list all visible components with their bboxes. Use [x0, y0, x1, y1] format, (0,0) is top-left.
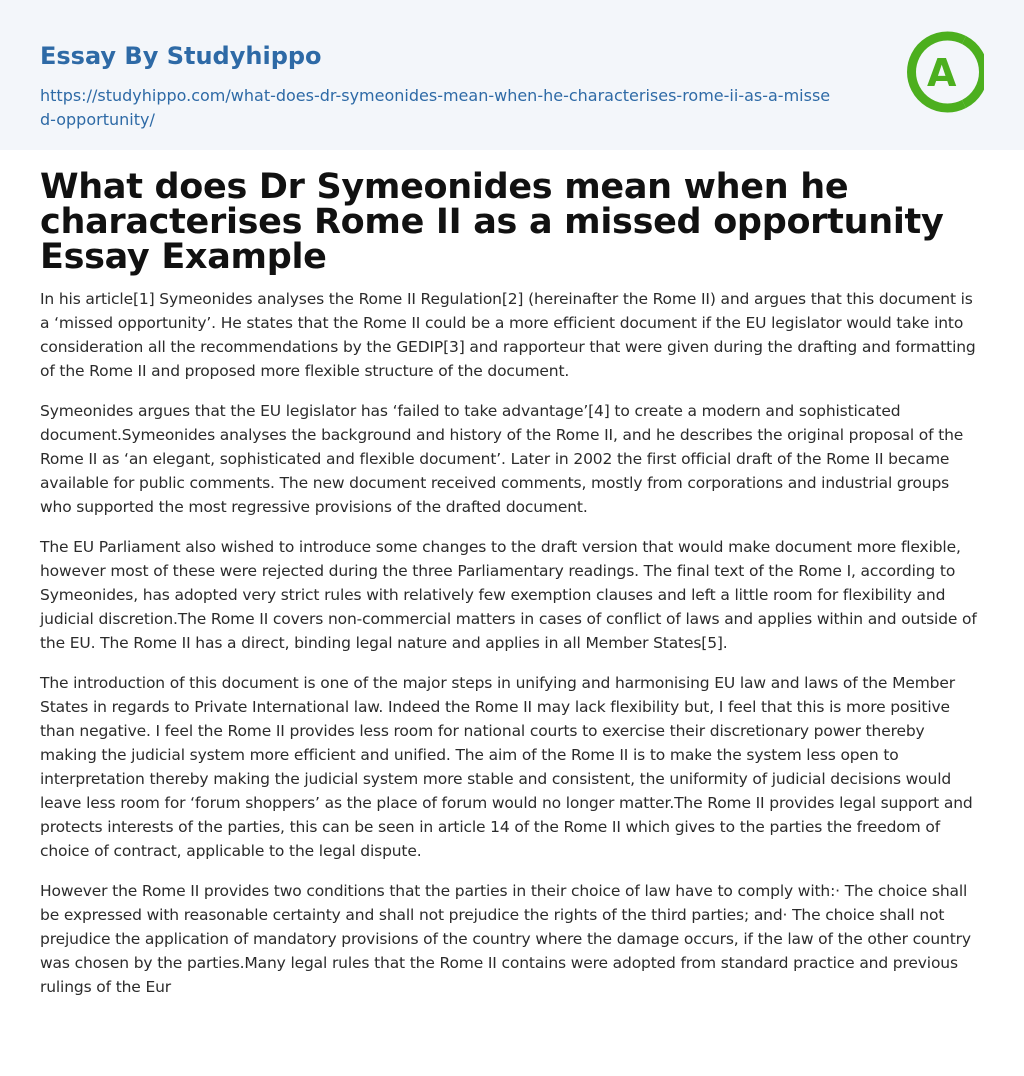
- article-paragraph-5: However the Rome II provides two conditions that the parties in their choice of law have to comply with:· The choice shall be expressed with reasonable certainty and shall not prejudice the rights of the third parties; and· The choice shall not prejudice the application of mandatory provisions of the country where the damage occurs, if the law of the other country was chosen by the parties.Many legal rules that the Rome II contains were adopted from standard practice and previous rulings of the Eur: [40, 882, 971, 996]
- article-paragraph-2: Symeonides argues that the EU legislator has ‘failed to take advantage’[4] to create a modern and sophisticated document.Symeonides analyses the background and history of the Rome II, and he describes the original proposal of the Rome II as ‘an elegant, sophisticated and flexible document’. Later in 2002 the first official draft of the Rome II became available for public comments. The new document received comments, mostly from corporations and industrial groups who supported the most regressive provisions of the drafted document.: [40, 402, 964, 516]
- article-paragraph-3: The EU Parliament also wished to introduce some changes to the draft version that would make document more flexible, however most of these were rejected during the three Parliamentary readings. The final text of the Rome I, according to Symeonides, has adopted very strict rules with relatively few exemption clauses and left a little room for flexibility and judicial discretion.The Rome II covers non-commercial matters in cases of conflict of laws and applies within and outside of the EU. The Rome II has a direct, binding legal nature and applies in all Member States[5].: [40, 538, 977, 652]
- article-body: [0, 150, 1024, 999]
- article-paragraph-4: The introduction of this document is one of the major steps in unifying and harmonising EU law and laws of the Member States in regards to Private International law. Indeed the Rome II may lack flexibility but, I feel that this is more positive than negative. I feel the Rome II provides less room for national courts to exercise their discretionary power thereby making the judicial system more efficient and unified. The aim of the Rome II is to make the system less open to interpretation thereby making the judicial system more stable and consistent, the uniformity of judicial decisions would leave less room for ‘forum shoppers’ as the place of forum would no longer matter.The Rome II provides legal support and protects interests of the parties, this can be seen in article 14 of the Rome II which gives to the parties the freedom of choice of contract, applicable to the legal dispute.: [40, 674, 973, 860]
- article-paragraph-1: In his article[1] Symeonides analyses the Rome II Regulation[2] (hereinafter the Rome II) and argues that this document is a ‘missed opportunity’. He states that the Rome II could be a more efficient document if the EU legislator would take into consideration all the recommendations by the GEDIP[3] and rapporteur that were given during the drafting and formatting of the Rome II and proposed more flexible structure of the document.: [40, 290, 976, 380]
- logo-letter: A: [927, 51, 957, 95]
- studyhippo-logo-icon[interactable]: [900, 30, 984, 114]
- article-title: What does Dr Symeonides mean when he characterises Rome II as a missed opportunity Essay Example: [40, 167, 944, 277]
- site-header: [0, 0, 1024, 150]
- brand-title[interactable]: Essay By Studyhippo: [40, 42, 322, 70]
- source-url-link[interactable]: https://studyhippo.com/what-does-dr-symeonides-mean-when-he-characterises-rome-ii-as-a-missed-opportunity/: [40, 86, 831, 129]
